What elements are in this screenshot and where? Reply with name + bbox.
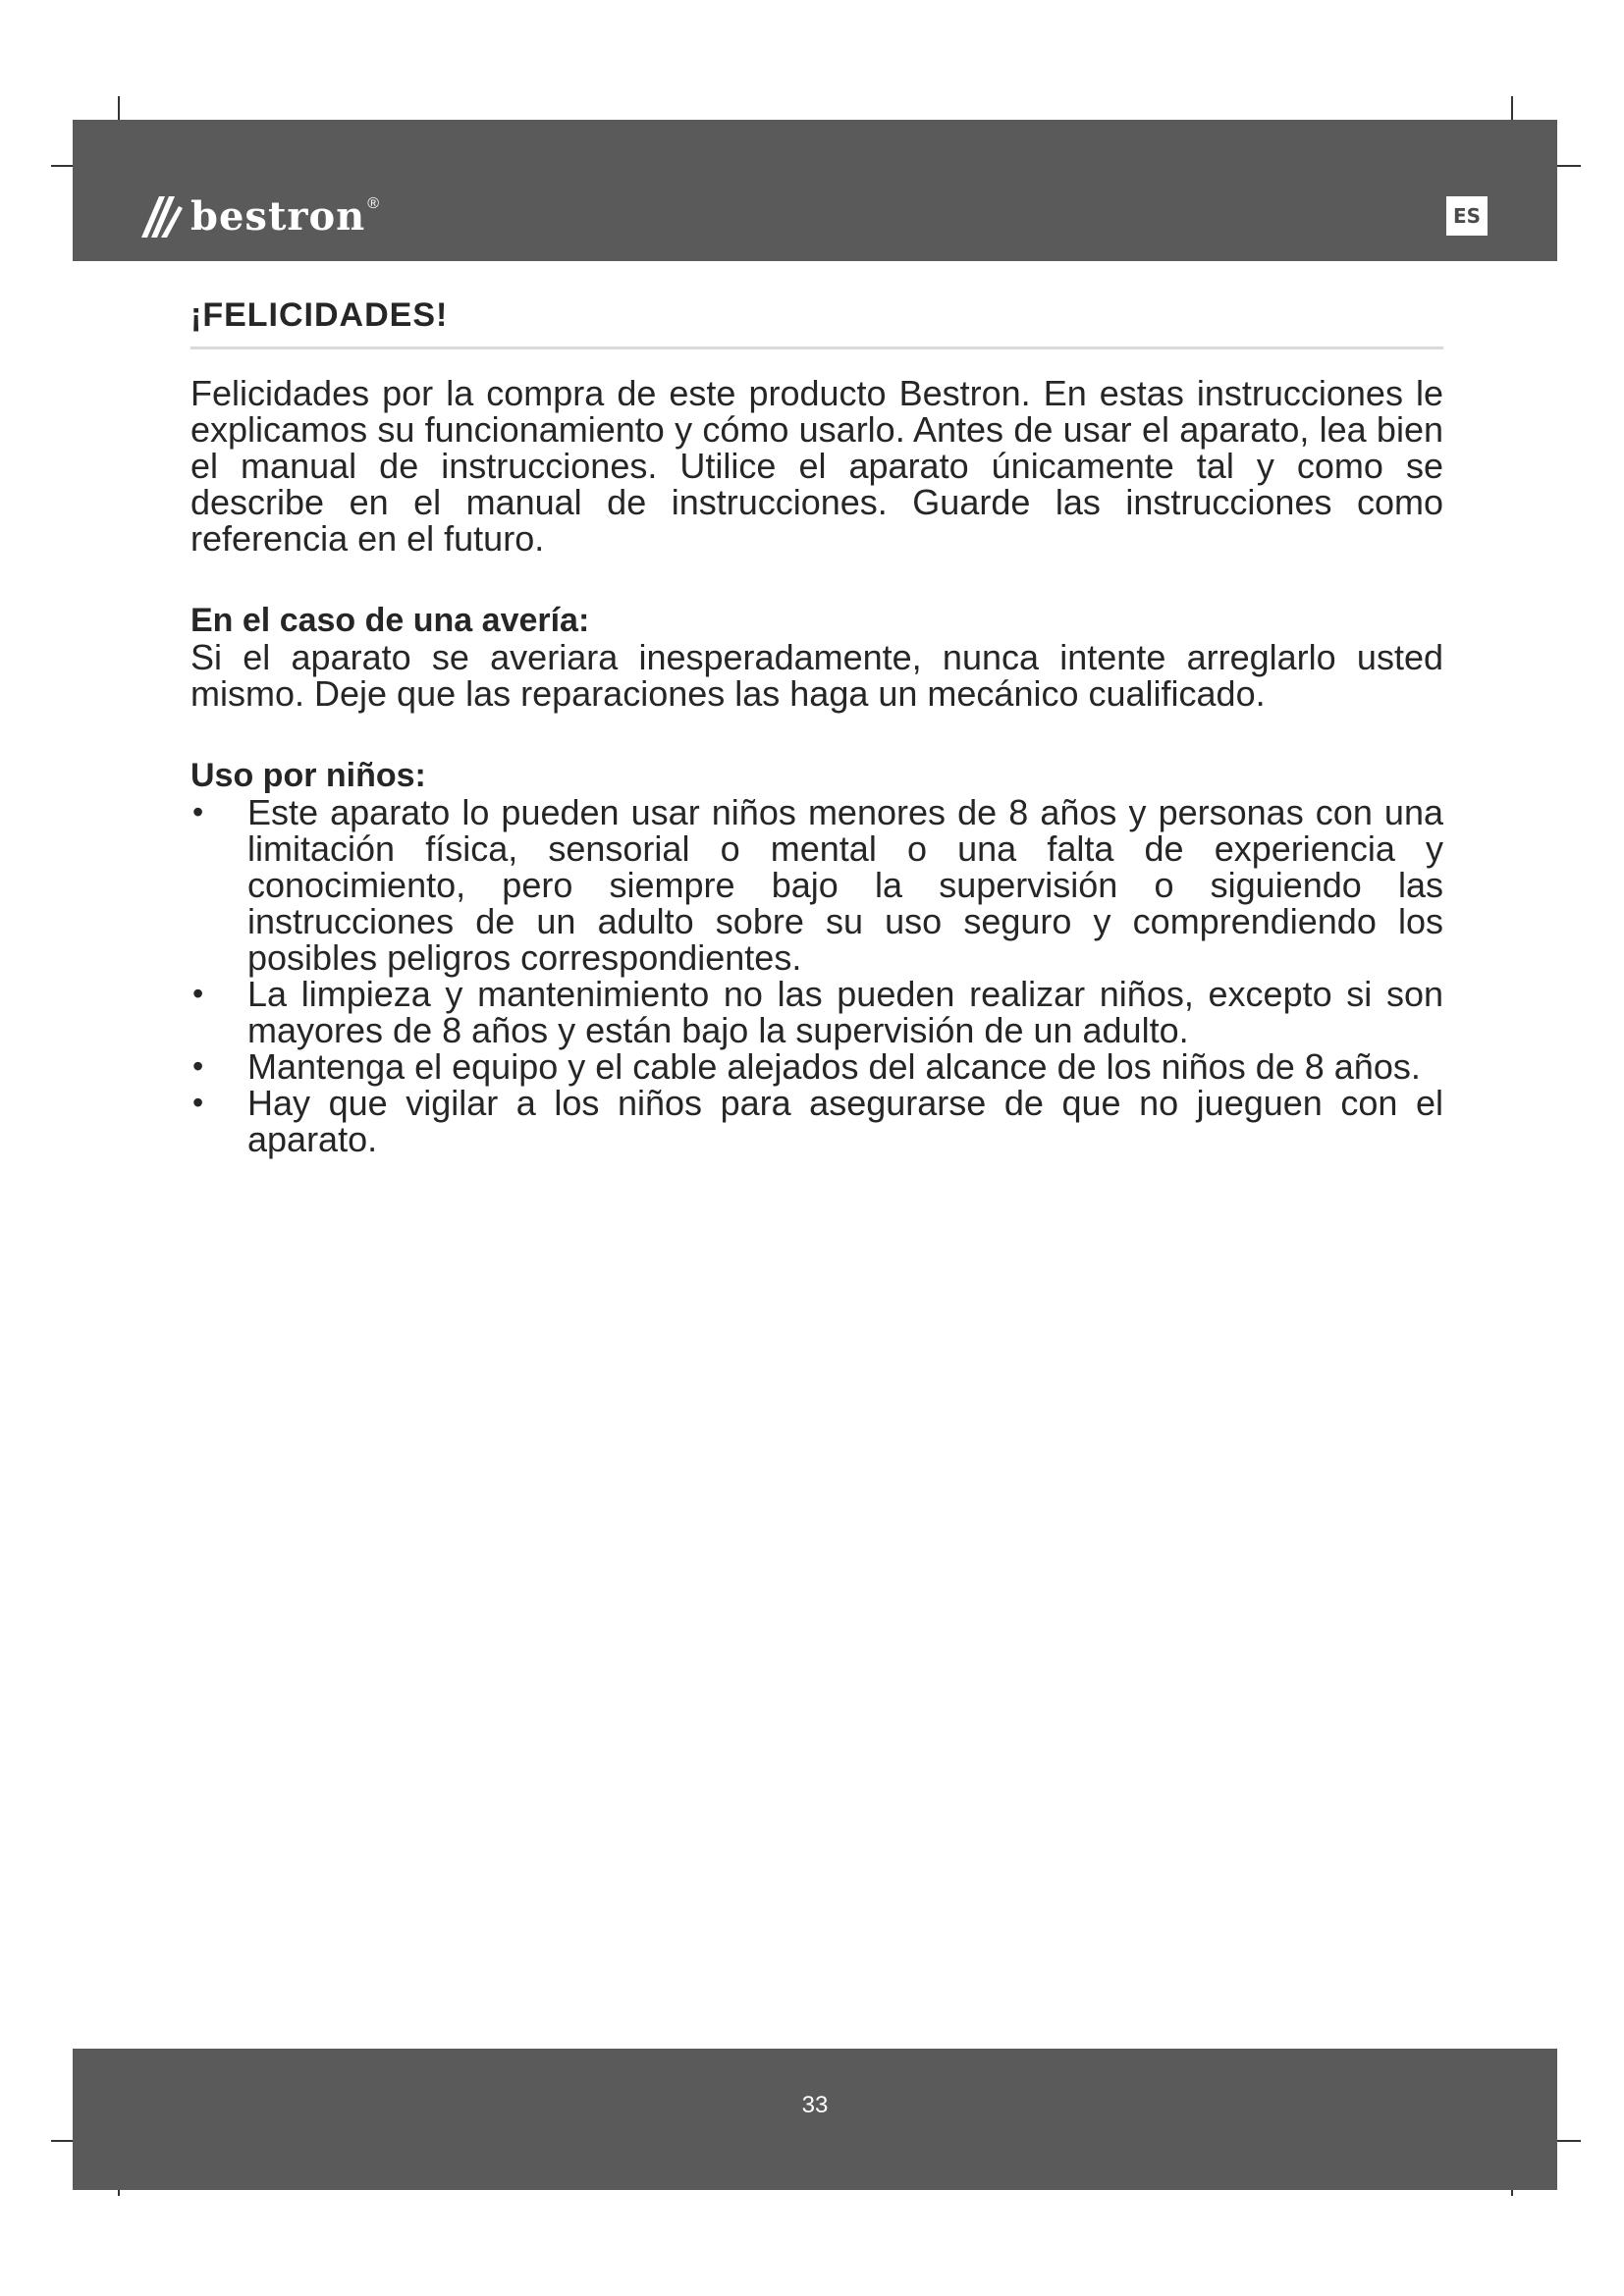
bullet-dot-icon: • (192, 1084, 204, 1120)
page-number: 33 (801, 2092, 829, 2118)
title-divider (190, 347, 1443, 349)
list-item (190, 791, 1443, 978)
registered-mark: ® (367, 195, 380, 212)
bullet-dot-icon: • (192, 1047, 204, 1084)
section-heading-children: Uso por niños: (190, 756, 426, 794)
children-bullet-list (190, 791, 1443, 1159)
footer-band (73, 2049, 1557, 2190)
list-item-text: Este aparato lo pueden usar niños menores de 8 años y personas con una limitación física, sensorial o mental o una falta de experiencia y conocimiento, pero siempre bajo la supervisión o siguiendo las instrucciones de un adulto sobre su uso seguro y comprendiendo los posibles peligros correspondientes. (247, 791, 1443, 978)
list-item-text: La limpieza y mantenimiento no las pueden realizar niños, excepto si son mayores de 8 años y están bajo la supervisión de un adulto. (247, 973, 1443, 1050)
bullet-dot-icon: • (192, 793, 204, 829)
bestron-chevrons-icon (139, 194, 183, 240)
page-title: ¡FELICIDADES! (190, 296, 449, 334)
language-badge: ES (1446, 196, 1488, 236)
intro-paragraph: Felicidades por la compra de este producto Bestron. En estas instrucciones le explicamos su funcionamiento y cómo usarlo. Antes de usar el aparato, lea bien el manual de instrucciones. Utilice el aparato únicamente tal y como se describe en el manual de instrucciones. Guarde las instrucciones como referencia en el futuro. (190, 372, 1443, 559)
section-heading-breakdown: En el caso de una avería: (190, 601, 590, 639)
list-item-text: Mantenga el equipo y el cable alejados del alcance de los niños de 8 años. (247, 1045, 1421, 1087)
list-item (190, 1045, 1443, 1087)
brand-logo (139, 187, 379, 246)
list-item (190, 973, 1443, 1050)
list-item-text: Hay que vigilar a los niños para asegurarse de que no jueguen con el aparato. (247, 1082, 1443, 1159)
list-item (190, 1082, 1443, 1159)
content-area (190, 294, 1443, 1157)
breakdown-paragraph: Si el aparato se averiara inesperadamente, nunca intente arreglarlo usted mismo. Deje que las reparaciones las haga un mecánico cualificado. (190, 636, 1443, 714)
brand-name: bestron (190, 193, 366, 240)
bullet-dot-icon: • (192, 975, 204, 1011)
